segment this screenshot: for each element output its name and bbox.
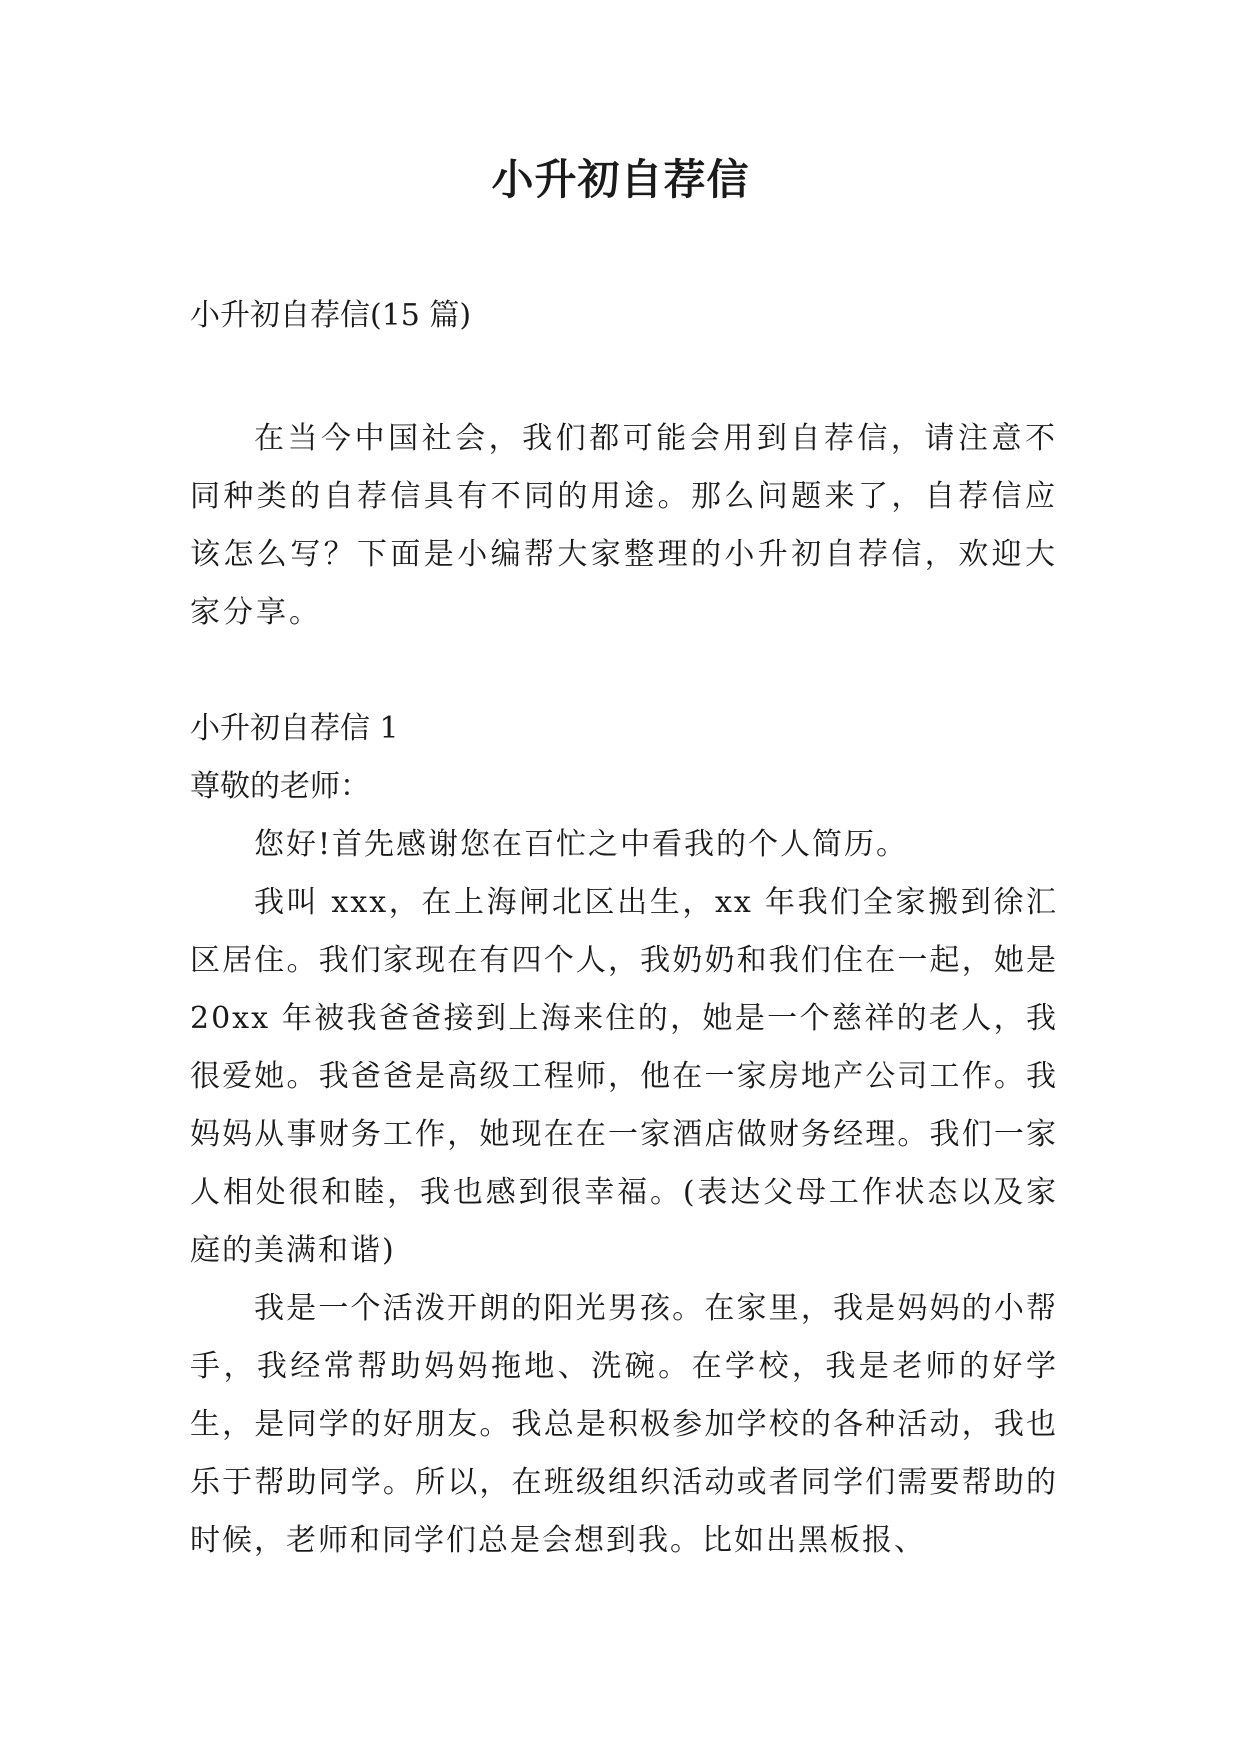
letter-salutation: 尊敬的老师： — [190, 769, 370, 804]
letter-paragraph: 我是一个活泼开朗的阳光男孩。在家里，我是妈妈的小帮手，我经常帮助妈妈拖地、洗碗。在学校，我是老师的好学生，是同学的好朋友。我总是积极参加学校的各种活动，我也乐于帮助同学。所以，在班级组织活动或者同学们需要帮助的时候，老师和同学们总是会想到我。比如出黑板报、 — [190, 1291, 1058, 1558]
letter-paragraph: 您好!首先感谢您在百忙之中看我的个人简历。 — [254, 827, 909, 862]
letter-section — [190, 700, 1058, 1570]
document-subtitle: 小升初自荐信(15 篇) — [190, 298, 472, 333]
letter-heading: 小升初自荐信 1 — [190, 711, 399, 746]
letter-paragraph: 我叫 xxx，在上海闸北区出生，xx 年我们全家搬到徐汇区居住。我们家现在有四个人，我奶奶和我们住在一起，她是 20xx 年被我爸爸接到上海来住的，她是一个慈祥的老人，我很爱她。我爸爸是高级工程师，他在一家房地产公司工作。我妈妈从事财务工作，她现在在一家酒店做财务经理。我们一家人相处很和睦，我也感到很幸福。(表达父母工作状态以及家庭的美满和谐) — [190, 885, 1058, 1268]
document-title: 小升初自荐信 — [491, 155, 750, 204]
intro-paragraph: 在当今中国社会，我们都可能会用到自荐信，请注意不同种类的自荐信具有不同的用途。那么问题来了，自荐信应该怎么写？下面是小编帮大家整理的小升初自荐信，欢迎大家分享。 — [190, 421, 1058, 630]
